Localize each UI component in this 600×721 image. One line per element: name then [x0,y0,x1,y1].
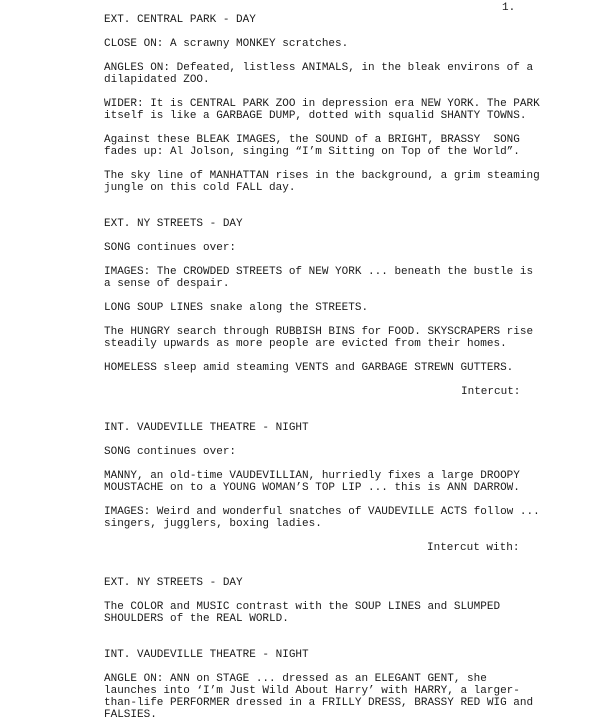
action-line: steadily upwards as more people are evicted from their homes. [104,338,507,350]
action-line: a sense of despair. [104,278,230,290]
action-line: WIDER: It is CENTRAL PARK ZOO in depression era NEW YORK. The PARK [104,98,540,110]
scene-heading: INT. VAUDEVILLE THEATRE - NIGHT [104,649,309,661]
action-line: singers, jugglers, boxing ladies. [104,518,322,530]
action-line: The COLOR and MUSIC contrast with the SOUP LINES and SLUMPED [104,601,501,613]
action-line: MANNY, an old-time VAUDEVILLIAN, hurriedly fixes a large DROOPY [104,470,520,482]
action-line: HOMELESS sleep amid steaming VENTS and GARBAGE STREWN GUTTERS. [104,362,514,374]
action-line: than-life PERFORMER dressed in a FRILLY DRESS, BRASSY RED WIG and [104,697,534,709]
scene-heading: INT. VAUDEVILLE THEATRE - NIGHT [104,422,309,434]
action-line: dilapidated ZOO. [104,74,210,86]
action-line: itself is like a GARBAGE DUMP, dotted with squalid SHANTY TOWNS. [104,110,527,122]
action-line: LONG SOUP LINES snake along the STREETS. [104,302,369,314]
action-line: fades up: Al Jolson, singing “I’m Sitting on Top of the World”. [104,146,520,158]
action-line: SONG continues over: [104,446,237,458]
scene-heading: EXT. CENTRAL PARK - DAY [104,14,256,26]
scene-heading: EXT. NY STREETS - DAY [104,218,243,230]
action-line: IMAGES: The CROWDED STREETS of NEW YORK ... beneath the bustle is [104,266,534,278]
action-line: SHOULDERS of the REAL WORLD. [104,613,289,625]
action-line: IMAGES: Weird and wonderful snatches of VAUDEVILLE ACTS follow ... [104,506,540,518]
action-line: ANGLES ON: Defeated, listless ANIMALS, in the bleak environs of a [104,62,534,74]
page-number: 1. [502,2,516,14]
transition: Intercut: [461,386,521,398]
action-line: Against these BLEAK IMAGES, the SOUND of a BRIGHT, BRASSY SONG [104,134,520,146]
action-line: ANGLE ON: ANN on STAGE ... dressed as an ELEGANT GENT, she [104,673,487,685]
action-line: SONG continues over: [104,242,237,254]
action-line: The HUNGRY search through RUBBISH BINS for FOOD. SKYSCRAPERS rise [104,326,534,338]
action-line: FALSIES. [104,709,157,721]
action-line: launches into ‘I’m Just Wild About Harry’ with HARRY, a larger- [104,685,520,697]
action-line: MOUSTACHE on to a YOUNG WOMAN’S TOP LIP ... this is ANN DARROW. [104,482,520,494]
action-line: jungle on this cold FALL day. [104,182,296,194]
scene-heading: EXT. NY STREETS - DAY [104,577,243,589]
transition: Intercut with: [427,542,520,554]
action-line: CLOSE ON: A scrawny MONKEY scratches. [104,38,349,50]
action-line: The sky line of MANHATTAN rises in the background, a grim steaming [104,170,540,182]
